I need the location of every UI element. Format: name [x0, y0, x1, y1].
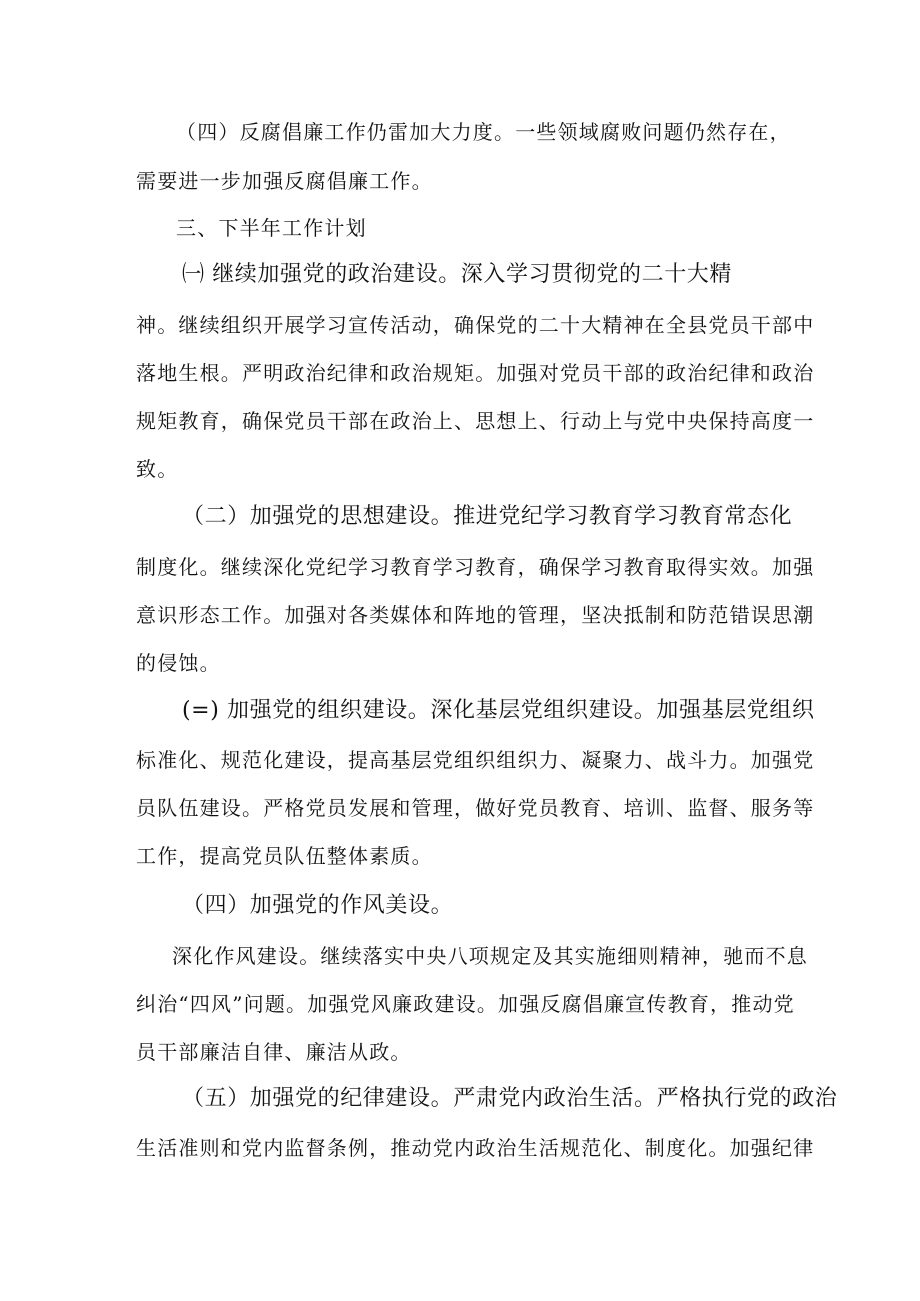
paragraph-line: 神。继续组织开展学习宣传活动，确保党的二十大精神在全县党员干部中: [136, 313, 815, 337]
paragraph-line: （四）反腐倡廉工作仍雷加大力度。一些领域腐败问题仍然存在，: [176, 120, 791, 144]
subsection-heading: ㈠ 继续加强党的政治建设。深入学习贯彻党的二十大精: [182, 262, 732, 287]
paragraph-line: 意识形态工作。加强对各类媒体和阵地的管理，坚决抵制和防范错误思潮: [136, 603, 815, 627]
paragraph-line: 标准化、规范化建设，提高基层党组织组织力、凝聚力、战斗力。加强党: [136, 748, 815, 772]
paragraph-line: 落地生根。严明政治纪律和政治规矩。加强对党员干部的政治纪律和政治: [136, 361, 815, 385]
paragraph-line: 员干部廉洁自律、廉洁从政。: [136, 1040, 412, 1064]
subsection-heading: (=) 加强党的组织建设。深化基层党组织建设。加强基层党组织: [182, 698, 815, 723]
paragraph-line: 深化作风建设。继续落实中央八项规定及其实施细则精神，驰而不息: [172, 944, 808, 968]
subsection-heading: （四）加强党的作风美设。: [182, 893, 454, 918]
paragraph-line: 纠治“四风”问题。加强党风廉政建设。加强反腐倡廉宣传教育，推动党: [136, 992, 795, 1016]
subsection-heading: （二）加强党的思想建设。推进党纪学习教育学习教育常态化: [182, 504, 793, 529]
paragraph-line: 员队伍建设。严格党员发展和管理，做好党员教育、培训、监督、服务等: [136, 796, 815, 820]
paragraph-line: 致。: [136, 457, 179, 481]
section-heading: 三、下半年工作计划: [176, 216, 367, 240]
subsection-heading: （五）加强党的纪律建设。严肃党内政治生活。严格执行党的政治: [182, 1086, 838, 1111]
paragraph-line: 制度化。继续深化党纪学习教育学习教育，确保学习教育取得实效。加强: [136, 555, 815, 579]
paragraph-line: 需要进一步加强反腐倡廉工作。: [136, 169, 433, 193]
paragraph-line: 生活准则和党内监督条例，推动党内政治生活规范化、制度化。加强纪律: [136, 1136, 815, 1160]
paragraph-line: 工作，提高党员队伍整体素质。: [136, 844, 433, 868]
paragraph-line: 规矩教育，确保党员干部在政治上、思想上、行动上与党中央保持高度一: [136, 409, 815, 433]
paragraph-line: 的侵蚀。: [136, 651, 221, 675]
